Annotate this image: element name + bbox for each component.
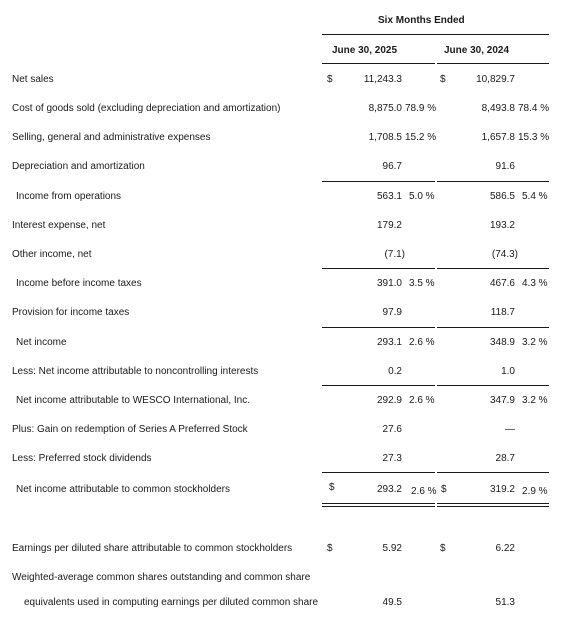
value-2025: (7.1) (384, 249, 405, 260)
row-label-income-from-operations: Income from operations (16, 191, 122, 202)
value-2024: (74.3) (491, 249, 518, 260)
total-double-rule-2025 (322, 503, 435, 504)
value-2024: 467.6 (489, 278, 515, 289)
row-label-sga: Selling, general and administrative expenses (12, 132, 211, 143)
value-2024: 1,657.8 (481, 132, 515, 143)
percent-2025: 15.2 % (405, 132, 437, 143)
currency-symbol: $ (440, 543, 446, 554)
value-2024: 118.7 (490, 307, 515, 318)
subtotal-rule-2024 (437, 181, 549, 182)
total-double-rule-2024 (437, 503, 549, 504)
percent-2024: 4.3 % (522, 278, 548, 289)
subtotal-rule-2025 (322, 327, 435, 328)
total-double-rule-2025 (322, 506, 435, 507)
currency-symbol: $ (440, 74, 446, 85)
value-2025: 1,708.5 (368, 132, 402, 143)
value-2024: 319.2 (489, 484, 515, 495)
percent-2024: 78.4 % (518, 103, 550, 114)
currency-symbol: $ (327, 543, 333, 554)
subtotal-rule-2024 (437, 472, 549, 473)
row-label-net-income-wesco: Net income attributable to WESCO International, Inc. (16, 395, 250, 406)
subtotal-rule-2025 (322, 181, 435, 182)
row-label-provision-for-taxes: Provision for income taxes (12, 307, 130, 318)
currency-symbol: $ (441, 484, 447, 495)
row-label-net-sales: Net sales (12, 74, 54, 85)
value-2024: 1.0 (501, 366, 515, 377)
percent-2025: 2.6 % (411, 486, 437, 497)
row-label-depreciation: Depreciation and amortization (12, 161, 145, 172)
row-label-net-income-common: Net income attributable to common stockholders (16, 484, 230, 495)
value-2025: 96.7 (382, 161, 402, 172)
percent-2024: 15.3 % (518, 132, 550, 143)
total-double-rule-2024 (437, 506, 549, 507)
percent-2025: 5.0 % (409, 191, 435, 202)
column-header-rule-2024 (437, 63, 549, 64)
percent-2025: 2.6 % (409, 337, 435, 348)
value-2024: — (505, 424, 515, 435)
value-2025: 11,243.3 (363, 74, 402, 85)
value-2025: 0.2 (388, 366, 402, 377)
column-header-2025: June 30, 2025 (332, 45, 398, 56)
percent-2025: 3.5 % (409, 278, 435, 289)
subtotal-rule-2024 (437, 385, 549, 386)
value-2025: 8,875.0 (368, 103, 402, 114)
value-2025: 391.0 (376, 278, 402, 289)
value-2024: 51.3 (495, 597, 515, 608)
period-header: Six Months Ended (378, 15, 465, 26)
value-2024: 6.22 (495, 543, 515, 554)
value-2024: 28.7 (495, 453, 515, 464)
value-2024: 586.5 (489, 191, 515, 202)
subtotal-rule-2025 (322, 472, 435, 473)
column-header-rule-2025 (322, 63, 435, 64)
percent-2024: 3.2 % (522, 395, 548, 406)
value-2025: 179.2 (376, 220, 402, 231)
value-2024: 91.6 (495, 161, 515, 172)
row-label-income-before-taxes: Income before income taxes (16, 278, 142, 289)
percent-2025: 2.6 % (409, 395, 435, 406)
currency-symbol: $ (327, 74, 333, 85)
row-label-net-income: Net income (16, 337, 67, 348)
subtotal-rule-2024 (437, 327, 549, 328)
row-label-interest-expense: Interest expense, net (12, 220, 106, 231)
value-2024: 193.2 (489, 220, 515, 231)
percent-2024: 3.2 % (522, 337, 548, 348)
value-2025: 49.5 (382, 597, 402, 608)
value-2025: 292.9 (376, 395, 402, 406)
value-2025: 27.3 (382, 453, 402, 464)
subtotal-rule-2025 (322, 268, 435, 269)
value-2024: 347.9 (489, 395, 515, 406)
row-label-cogs: Cost of goods sold (excluding depreciation and amortization) (12, 103, 281, 114)
value-2025: 97.9 (382, 307, 402, 318)
value-2024: 348.9 (489, 337, 515, 348)
value-2025: 5.92 (382, 543, 402, 554)
value-2024: 10,829.7 (476, 74, 515, 85)
row-label-gain-on-redemption: Plus: Gain on redemption of Series A Preferred Stock (12, 424, 248, 435)
row-label-share-equivalents: equivalents used in computing earnings per diluted common share (24, 597, 319, 608)
percent-2024: 5.4 % (522, 191, 548, 202)
subtotal-rule-2024 (437, 268, 549, 269)
row-label-other-income: Other income, net (12, 249, 92, 260)
row-label-noncontrolling-interests: Less: Net income attributable to noncontrolling interests (12, 366, 259, 377)
value-2025: 27.6 (382, 424, 402, 435)
value-2025: 293.2 (376, 484, 402, 495)
value-2025: 563.1 (376, 191, 402, 202)
row-label-preferred-dividends: Less: Preferred stock dividends (12, 453, 152, 464)
percent-2024: 2.9 % (522, 486, 548, 497)
row-label-weighted-average-shares: Weighted-average common shares outstanding and common share (12, 572, 311, 583)
percent-2025: 78.9 % (405, 103, 437, 114)
row-label-diluted-eps: Earnings per diluted share attributable to common stockholders (12, 543, 293, 554)
value-2025: 293.1 (376, 337, 402, 348)
period-header-rule (322, 34, 549, 35)
value-2024: 8,493.8 (481, 103, 515, 114)
column-header-2024: June 30, 2024 (444, 45, 510, 56)
subtotal-rule-2025 (322, 385, 435, 386)
currency-symbol: $ (329, 482, 335, 493)
